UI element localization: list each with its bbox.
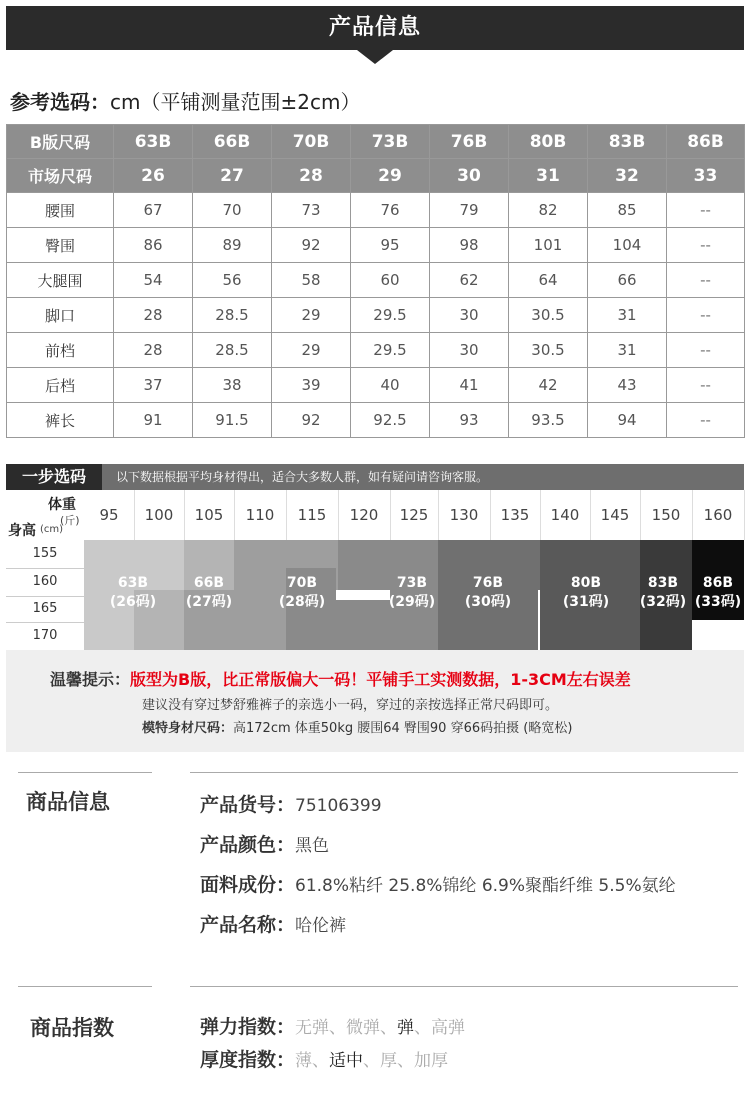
- table-cell: 93: [430, 403, 509, 438]
- table-cell: 83B: [588, 125, 667, 159]
- table-cell: 67: [114, 193, 193, 228]
- market-size-label: (30码): [464, 594, 512, 610]
- market-size-label: (33码): [694, 594, 742, 610]
- market-size-label: (27码): [185, 594, 233, 610]
- divider: [190, 986, 738, 987]
- table-cell: --: [667, 263, 745, 298]
- table-cell: 39: [272, 368, 351, 403]
- table-cell: 85: [588, 193, 667, 228]
- weight-value: 135: [490, 490, 541, 540]
- table-cell: 29: [272, 298, 351, 333]
- table-cell: 64: [509, 263, 588, 298]
- header-row-market-size: [7, 159, 745, 193]
- size-label: 76B: [472, 575, 504, 591]
- table-cell: 91: [114, 403, 193, 438]
- size-block-label: [372, 574, 452, 612]
- step-note: 以下数据根据平均身材得出，适合大多数人群，如有疑问请咨询客服。: [116, 470, 489, 484]
- table-cell: 60: [351, 263, 430, 298]
- table-cell: 30: [430, 333, 509, 368]
- table-cell: 86: [114, 228, 193, 263]
- info-value: 61.8%粘纤 25.8%锦纶 6.9%聚酯纤维 5.5%氨纶: [295, 876, 676, 896]
- tip-advice: 建议没有穿过梦舒雅裤子的亲选小一码，穿过的亲按选择正常尺码即可。: [142, 698, 559, 713]
- size-block-label: [546, 574, 626, 612]
- table-cell: 29: [272, 333, 351, 368]
- weight-value: 145: [590, 490, 641, 540]
- table-cell: 92: [272, 403, 351, 438]
- info-key: 产品颜色：: [200, 834, 296, 856]
- table-row: [7, 368, 745, 403]
- size-label: 83B: [647, 575, 679, 591]
- table-cell: 37: [114, 368, 193, 403]
- weight-value: 120: [338, 490, 391, 540]
- reference-line: [10, 86, 360, 115]
- table-cell: 66: [588, 263, 667, 298]
- thickness-option: 厚: [380, 1051, 398, 1071]
- elastic-option: 无弹: [295, 1018, 330, 1038]
- elastic-option: 弹: [397, 1018, 415, 1038]
- size-block-label: [678, 574, 750, 612]
- info-key: 产品名称：: [200, 914, 296, 936]
- table-cell: 42: [509, 368, 588, 403]
- elastic-index: [200, 1012, 465, 1039]
- table-row: [7, 228, 745, 263]
- weight-value: 160: [692, 490, 745, 540]
- size-chart-grid: [6, 490, 744, 650]
- table-cell: 30: [430, 298, 509, 333]
- table-cell: 91.5: [193, 403, 272, 438]
- elastic-option: 微弹: [346, 1018, 381, 1038]
- table-cell: 30: [430, 159, 509, 193]
- table-cell: 104: [588, 228, 667, 263]
- tip-warning-line: [50, 667, 631, 690]
- market-size-label: (32码): [639, 594, 687, 610]
- thickness-option: 加厚: [414, 1051, 449, 1071]
- product-info-row: [200, 790, 382, 817]
- weight-value: 150: [640, 490, 693, 540]
- table-cell: --: [667, 298, 745, 333]
- separator: 、: [397, 1051, 415, 1071]
- weight-value: 105: [184, 490, 235, 540]
- table-cell: 26: [114, 159, 193, 193]
- table-cell: 92.5: [351, 403, 430, 438]
- table-cell: 28.5: [193, 298, 272, 333]
- weight-value: 140: [540, 490, 591, 540]
- table-cell: --: [667, 228, 745, 263]
- market-size-label: (28码): [278, 594, 326, 610]
- table-cell: 54: [114, 263, 193, 298]
- size-label: 86B: [702, 575, 734, 591]
- thickness-option: 薄: [295, 1051, 313, 1071]
- table-cell: --: [667, 333, 745, 368]
- table-cell: 29.5: [351, 298, 430, 333]
- table-row: [7, 193, 745, 228]
- product-info-row: [200, 910, 346, 937]
- weight-label: 体重: [48, 497, 76, 513]
- thickness-label: 厚度指数：: [200, 1049, 296, 1071]
- elastic-option: 高弹: [431, 1018, 466, 1038]
- table-row: [7, 333, 745, 368]
- table-cell: 33: [667, 159, 745, 193]
- size-block-label: [169, 574, 249, 612]
- table-cell: 79: [430, 193, 509, 228]
- table-cell: 73: [272, 193, 351, 228]
- table-cell: 76B: [430, 125, 509, 159]
- table-cell: 76: [351, 193, 430, 228]
- table-cell: 89: [193, 228, 272, 263]
- info-value: 哈伦裤: [295, 916, 347, 936]
- table-cell: 30.5: [509, 333, 588, 368]
- elastic-label: 弹力指数：: [200, 1016, 296, 1038]
- table-cell: 27: [193, 159, 272, 193]
- info-key: 产品货号：: [200, 794, 296, 816]
- row-label: 前档: [7, 333, 114, 368]
- table-cell: 29: [351, 159, 430, 193]
- table-cell: 101: [509, 228, 588, 263]
- header-arrow: [357, 50, 393, 64]
- height-value: 170: [6, 622, 84, 651]
- weight-value: 125: [390, 490, 439, 540]
- row-label: 腰围: [7, 193, 114, 228]
- weight-value: 130: [438, 490, 491, 540]
- reference-text: cm（平铺测量范围±2cm）: [110, 90, 361, 114]
- info-value: 75106399: [295, 796, 382, 816]
- separator: 、: [380, 1018, 398, 1038]
- product-info-row: [200, 830, 329, 857]
- table-cell: 80B: [509, 125, 588, 159]
- header-row-b-size: [7, 125, 745, 159]
- weight-unit: (斤): [60, 514, 80, 527]
- info-key: 面料成份：: [200, 874, 296, 896]
- table-cell: 31: [509, 159, 588, 193]
- index-title: 商品指数: [30, 1016, 114, 1040]
- divider: [18, 772, 152, 773]
- table-cell: 28: [272, 159, 351, 193]
- size-label: 73B: [396, 575, 428, 591]
- table-cell: --: [667, 193, 745, 228]
- table-cell: 73B: [351, 125, 430, 159]
- size-label: 80B: [570, 575, 602, 591]
- row-label: 市场尺码: [7, 159, 114, 193]
- size-label: 66B: [193, 575, 225, 591]
- height-value: 165: [6, 596, 84, 623]
- table-cell: 98: [430, 228, 509, 263]
- step-header: [6, 464, 744, 490]
- table-cell: 41: [430, 368, 509, 403]
- weight-value: 115: [286, 490, 339, 540]
- separator: 、: [329, 1018, 347, 1038]
- table-cell: 29.5: [351, 333, 430, 368]
- table-cell: --: [667, 368, 745, 403]
- market-size-label: (29码): [388, 594, 436, 610]
- table-cell: 56: [193, 263, 272, 298]
- header-bar: [6, 6, 744, 50]
- row-label: 臀围: [7, 228, 114, 263]
- table-cell: --: [667, 403, 745, 438]
- product-info-title: 商品信息: [26, 790, 110, 814]
- row-label: 后档: [7, 368, 114, 403]
- separator: 、: [414, 1018, 432, 1038]
- thickness-index: [200, 1045, 448, 1072]
- table-cell: 82: [509, 193, 588, 228]
- table-cell: 66B: [193, 125, 272, 159]
- size-block-label: [93, 574, 173, 612]
- height-unit: (cm): [40, 524, 64, 535]
- table-cell: 40: [351, 368, 430, 403]
- size-block-label: [448, 574, 528, 612]
- table-cell: 32: [588, 159, 667, 193]
- separator: 、: [312, 1051, 330, 1071]
- step-tag: 一步选码: [6, 464, 102, 490]
- table-cell: 28.5: [193, 333, 272, 368]
- row-label: B版尺码: [7, 125, 114, 159]
- table-cell: 31: [588, 333, 667, 368]
- model-text: 高172cm 体重50kg 腰围64 臀围90 穿66码拍摄 (略宽松): [233, 721, 573, 736]
- table-cell: 28: [114, 298, 193, 333]
- table-cell: 38: [193, 368, 272, 403]
- page-title: 产品信息: [328, 15, 421, 40]
- size-label: 70B: [286, 575, 318, 591]
- info-value: 黑色: [295, 836, 330, 856]
- table-cell: 94: [588, 403, 667, 438]
- weight-value: 95: [84, 490, 135, 540]
- market-size-label: (26码): [109, 594, 157, 610]
- table-cell: 63B: [114, 125, 193, 159]
- height-value: 155: [6, 540, 84, 569]
- market-size-label: (31码): [562, 594, 610, 610]
- tip-label: 温馨提示：: [50, 670, 131, 689]
- table-cell: 62: [430, 263, 509, 298]
- size-label: 63B: [117, 575, 149, 591]
- reference-label: 参考选码：: [10, 90, 110, 114]
- grid-corner: [6, 490, 84, 540]
- table-cell: 43: [588, 368, 667, 403]
- height-value: 160: [6, 568, 84, 597]
- size-table: [6, 124, 745, 438]
- table-cell: 92: [272, 228, 351, 263]
- weight-value: 100: [134, 490, 185, 540]
- separator: 、: [363, 1051, 381, 1071]
- size-block-label: [262, 574, 342, 612]
- model-info: [142, 717, 572, 736]
- tips-box: [6, 650, 744, 752]
- product-info-row: [200, 870, 676, 897]
- divider: [190, 772, 738, 773]
- table-cell: 95: [351, 228, 430, 263]
- table-row: [7, 263, 745, 298]
- row-label: 脚口: [7, 298, 114, 333]
- thickness-option: 适中: [329, 1051, 364, 1071]
- table-cell: 28: [114, 333, 193, 368]
- model-label: 模特身材尺码：: [142, 721, 234, 736]
- table-row: [7, 298, 745, 333]
- table-cell: 58: [272, 263, 351, 298]
- table-cell: 30.5: [509, 298, 588, 333]
- table-cell: 93.5: [509, 403, 588, 438]
- tip-warning: 版型为B版，比正常版偏大一码！平铺手工实测数据，1-3CM左右误差: [130, 670, 631, 689]
- height-label: 身高: [8, 523, 36, 539]
- divider: [18, 986, 152, 987]
- row-label: 大腿围: [7, 263, 114, 298]
- weight-value: 110: [234, 490, 287, 540]
- row-label: 裤长: [7, 403, 114, 438]
- table-cell: 70: [193, 193, 272, 228]
- table-cell: 86B: [667, 125, 745, 159]
- table-cell: 70B: [272, 125, 351, 159]
- table-cell: 31: [588, 298, 667, 333]
- table-row: [7, 403, 745, 438]
